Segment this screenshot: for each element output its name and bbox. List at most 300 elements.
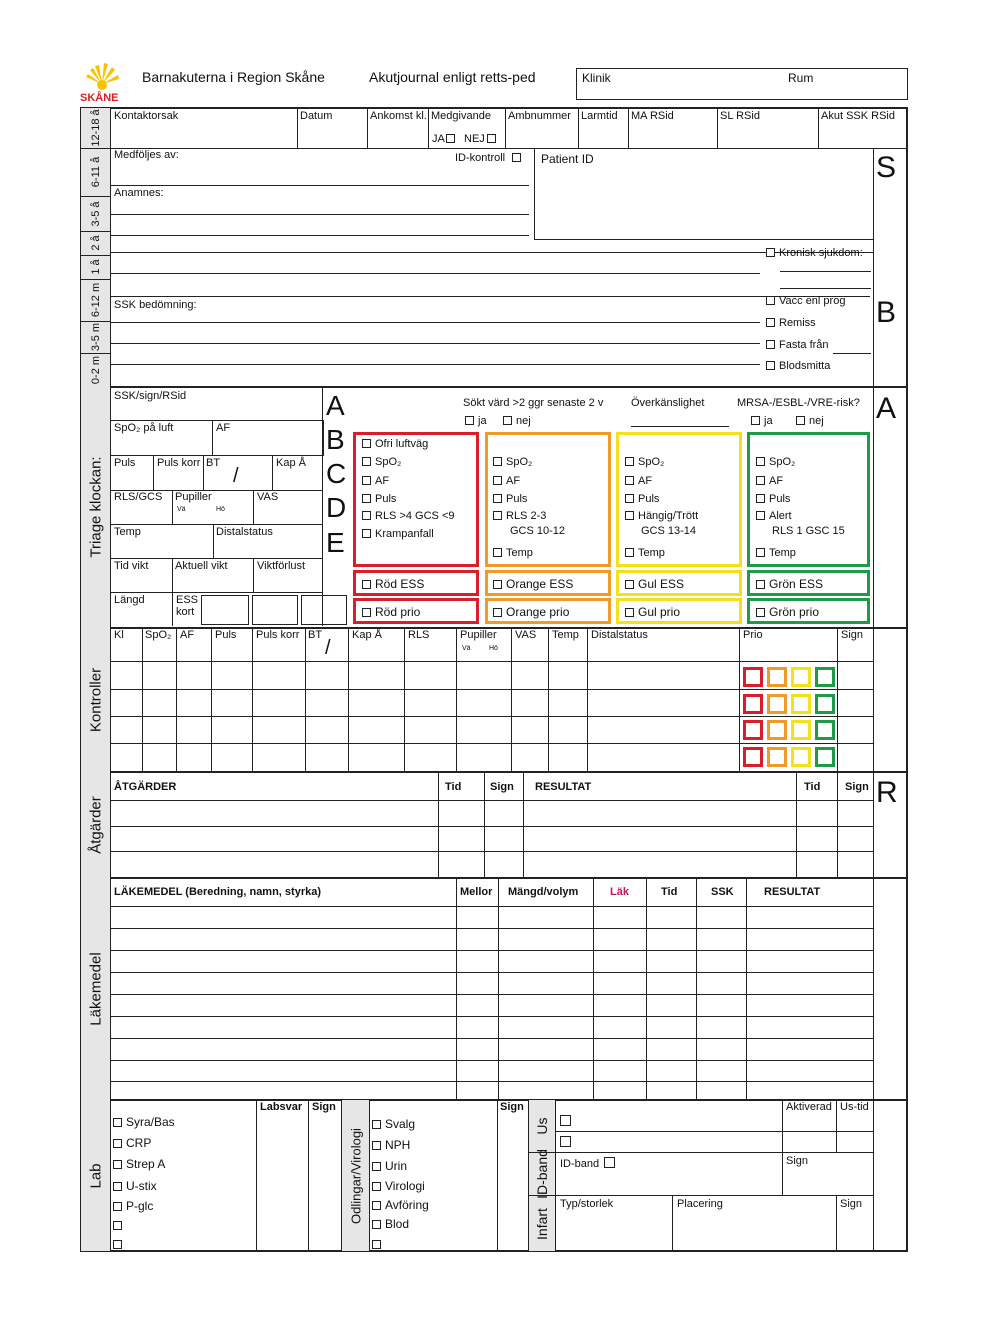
ess-kort-box-2[interactable] <box>252 595 298 625</box>
infart-sign-label: Sign <box>840 1198 863 1210</box>
green-checkbox[interactable] <box>756 511 765 520</box>
red-item[interactable] <box>362 439 428 450</box>
odlingar-item-label: Urin <box>385 1159 408 1173</box>
green-item-label: Temp <box>769 547 796 559</box>
odlingar-checkbox[interactable] <box>372 1201 381 1210</box>
green-prio-checkbox[interactable] <box>756 608 765 617</box>
kronisk-label: Kronisk sjukdom: <box>779 247 863 259</box>
lakemedel-col-tid: Tid <box>661 886 678 898</box>
sokt-vard-nej[interactable] <box>503 416 531 427</box>
fasta-label: Fasta från <box>779 339 829 351</box>
kontroller-col-vas: VAS <box>515 629 537 641</box>
nej-label: NEJ <box>464 133 485 145</box>
orange-item[interactable] <box>493 476 520 487</box>
medfoljes-label: Medföljes av: <box>114 149 179 161</box>
red-prio-label: Röd prio <box>375 605 421 619</box>
atgarder-section-label-cell <box>81 772 110 877</box>
red-checkbox[interactable] <box>362 529 371 538</box>
kontroller-section-label: Kontroller <box>87 667 104 732</box>
prio-red-square[interactable] <box>743 667 763 687</box>
prio-yellow-square[interactable] <box>791 667 811 687</box>
green-checkbox[interactable] <box>756 457 765 466</box>
red-item[interactable] <box>362 494 396 505</box>
orange-item[interactable] <box>493 457 532 468</box>
red-ess-checkbox[interactable] <box>362 580 371 589</box>
remiss-checkbox[interactable] <box>766 318 775 327</box>
lakemedel-section-label-cell <box>81 878 110 1099</box>
green-item-label: SpO₂ <box>769 456 796 468</box>
green-checkbox[interactable] <box>756 476 765 485</box>
id-band-section-label: ID-band <box>534 1149 550 1199</box>
orange-item[interactable] <box>493 548 533 559</box>
green-item[interactable] <box>756 511 792 522</box>
prio-yellow-square[interactable] <box>791 747 811 767</box>
kontroller-col-kap: Kap Å <box>352 629 382 641</box>
red-checkbox[interactable] <box>362 476 371 485</box>
letter-r: R <box>876 776 898 809</box>
pupiller-ho: Hö <box>216 506 225 513</box>
prio-red-square[interactable] <box>743 694 763 714</box>
lakemedel-section-label: Läkemedel <box>87 951 104 1026</box>
atgarder-col-tid: Tid <box>445 781 462 793</box>
id-band-field[interactable] <box>560 1157 619 1170</box>
red-item[interactable] <box>362 511 455 522</box>
typ-storlek-label: Typ/storlek <box>560 1198 614 1210</box>
orange-item-sub: GCS 10-12 <box>510 525 566 537</box>
red-checkbox[interactable] <box>362 494 371 503</box>
us-label: Us <box>534 1117 550 1135</box>
id-band-label-wrap <box>529 1149 555 1199</box>
abcde-a: A <box>326 390 345 421</box>
sokt-vard-label: Sökt värd >2 ggr senaste 2 v <box>463 397 604 409</box>
lab-checkbox[interactable] <box>113 1182 122 1191</box>
odlingar-item[interactable] <box>372 1238 385 1250</box>
letter-a: A <box>876 392 897 425</box>
mrsa-ja[interactable] <box>751 416 773 427</box>
vacc-enl-prog[interactable] <box>766 296 845 307</box>
green-item[interactable] <box>756 457 795 468</box>
odlingar-checkbox[interactable] <box>372 1182 381 1191</box>
orange-checkbox[interactable] <box>493 457 502 466</box>
lab-checkbox[interactable] <box>113 1139 122 1148</box>
odlingar-item-label: Blod <box>385 1217 410 1231</box>
prio-yellow-square[interactable] <box>791 720 811 740</box>
red-item[interactable] <box>362 457 401 468</box>
aktiverad-label: Aktiverad <box>786 1101 832 1113</box>
lab-item-label: P-glc <box>126 1199 154 1213</box>
yellow-item-label: AF <box>638 475 653 487</box>
lab-checkbox[interactable] <box>113 1160 122 1169</box>
vacc-checkbox[interactable] <box>766 296 775 305</box>
infart-label: Infart <box>534 1207 550 1240</box>
kontroller-col-prio: Prio <box>743 629 763 641</box>
pulskorr-label: Puls korr <box>157 457 201 469</box>
prio-orange-square[interactable] <box>767 667 787 687</box>
mrsa-ja-checkbox[interactable] <box>751 416 760 425</box>
us-tid-label: Us-tid <box>840 1101 869 1113</box>
kap-label: Kap Å <box>276 457 306 469</box>
abcde-b: B <box>326 424 345 455</box>
organization-name: Barnakuterna i Region Skåne <box>142 69 325 85</box>
orange-item-label: SpO₂ <box>506 456 533 468</box>
orange-checkbox[interactable] <box>493 511 502 520</box>
yellow-item[interactable] <box>625 457 664 468</box>
lakemedel-col-lak: Läk <box>610 886 629 898</box>
red-item[interactable] <box>362 476 389 487</box>
prio-squares-row[interactable] <box>743 667 835 687</box>
prio-green-square[interactable] <box>815 694 835 714</box>
lakemedel-col-namn: LÄKEMEDEL (Beredning, namn, styrka) <box>114 886 321 898</box>
abcde-d: D <box>326 492 347 523</box>
orange-ess[interactable] <box>493 578 573 590</box>
af-label: AF <box>216 422 231 434</box>
lab-item-label: Strep A <box>126 1157 166 1171</box>
infart-label-wrap <box>529 1196 555 1251</box>
age-band: 1 å <box>89 259 102 275</box>
aktuell-vikt-label: Aktuell vikt <box>175 560 228 572</box>
odlingar-item[interactable] <box>372 1118 415 1130</box>
yellow-checkbox[interactable] <box>625 494 634 503</box>
anamnes-label: Anamnes: <box>114 187 164 199</box>
red-item-label: Puls <box>375 493 397 505</box>
viktforlust-label: Viktförlust <box>257 560 306 572</box>
yellow-ess[interactable] <box>625 578 684 590</box>
odlingar-section-label: Odlingar/Virologi <box>348 1127 363 1224</box>
blodsmitta-label: Blodsmitta <box>779 360 831 372</box>
temp-label: Temp <box>114 526 141 538</box>
lakemedel-col-mellor: Mellor <box>460 886 493 898</box>
kontroller-col-temp: Temp <box>552 629 579 641</box>
lab-item-label: CRP <box>126 1136 152 1150</box>
medgivande-ja[interactable] <box>432 134 459 145</box>
mrsa-label: MRSA-/ESBL-/VRE-risk? <box>737 397 860 409</box>
odlingar-item[interactable] <box>372 1160 407 1172</box>
kontroller-col-rls: RLS <box>408 629 430 641</box>
prio-orange-square[interactable] <box>767 720 787 740</box>
green-item-sub: RLS 1 GSC 15 <box>772 525 845 537</box>
age-bands <box>81 108 110 386</box>
us-checkbox-2[interactable] <box>560 1136 575 1149</box>
prio-green-square[interactable] <box>815 667 835 687</box>
yellow-item-sub: GCS 13-14 <box>641 525 697 537</box>
green-prio-label: Grön prio <box>769 605 820 619</box>
nej-checkbox[interactable] <box>487 134 496 143</box>
remiss[interactable] <box>766 318 816 329</box>
prio-squares-row[interactable] <box>743 694 835 714</box>
ambnummer-label: Ambnummer <box>508 110 571 122</box>
bt-slash: / <box>233 465 239 487</box>
atgarder-col-sign: Sign <box>490 781 514 793</box>
odlingar-item[interactable] <box>372 1199 429 1211</box>
red-item-label: RLS >4 GCS <9 <box>375 510 455 522</box>
green-ess[interactable] <box>756 578 823 590</box>
id-band-label: ID-band <box>560 1158 600 1170</box>
odlingar-sign-label: Sign <box>500 1101 524 1113</box>
kronisk-sjukdom[interactable] <box>766 248 863 259</box>
age-band: 2 å <box>89 235 102 251</box>
sl-rsid-label: SL RSid <box>720 110 760 122</box>
larmtid-label: Larmtid <box>581 110 618 122</box>
odlingar-item[interactable] <box>372 1139 410 1151</box>
triage-section-label: Triage klockan: <box>87 456 104 558</box>
lab-section-label: Lab <box>87 1162 104 1189</box>
remiss-label: Remiss <box>779 317 816 329</box>
atgarder-col-atgarder: ÅTGÄRDER <box>114 781 177 793</box>
red-ess[interactable] <box>362 578 424 590</box>
yellow-item[interactable] <box>625 476 652 487</box>
pupiller-va: Vä <box>177 506 186 513</box>
odlingar-item-label: Avföring <box>385 1198 429 1212</box>
orange-prio[interactable] <box>493 606 569 618</box>
yellow-item[interactable] <box>625 494 659 505</box>
lab-labsvar-label: Labsvar <box>260 1101 303 1113</box>
lab-item[interactable] <box>113 1219 126 1231</box>
lab-checkbox[interactable] <box>113 1240 122 1249</box>
yellow-prio[interactable] <box>625 606 680 618</box>
lab-item[interactable] <box>113 1137 151 1149</box>
odlingar-item-label: Virologi <box>385 1179 425 1193</box>
kontroller-section-label-cell <box>81 628 110 771</box>
kontaktorsak-label: Kontaktorsak <box>114 110 179 122</box>
fasta-fran[interactable] <box>766 340 829 351</box>
age-band: 6-11 å <box>89 156 102 188</box>
id-band-checkbox[interactable] <box>604 1157 615 1168</box>
prio-orange-square[interactable] <box>767 694 787 714</box>
kronisk-checkbox[interactable] <box>766 248 775 257</box>
orange-item-label: Puls <box>506 493 528 505</box>
ankomst-label: Ankomst kl. <box>370 110 427 122</box>
yellow-item[interactable] <box>625 511 698 522</box>
form-title: Akutjournal enligt retts-ped <box>369 69 536 85</box>
lab-checkbox[interactable] <box>113 1202 122 1211</box>
orange-item-label: RLS 2-3 <box>506 510 547 522</box>
orange-checkbox[interactable] <box>493 494 502 503</box>
yellow-item-label: Puls <box>638 493 660 505</box>
odlingar-label-cell <box>342 1100 369 1251</box>
lab-item[interactable] <box>113 1158 165 1170</box>
odlingar-checkbox[interactable] <box>372 1220 381 1229</box>
kontroller-col-pupiller: Pupiller <box>460 629 497 641</box>
green-ess-label: Grön ESS <box>769 577 824 591</box>
odlingar-item-label: NPH <box>385 1138 411 1152</box>
datum-label: Datum <box>300 110 333 122</box>
id-band-sign-label: Sign <box>786 1155 809 1167</box>
mrsa-nej[interactable] <box>796 416 824 427</box>
atgarder-col-resultat: RESULTAT <box>535 781 592 793</box>
prio-green-square[interactable] <box>815 747 835 767</box>
orange-item-label: Temp <box>506 547 533 559</box>
lab-sign-label: Sign <box>312 1101 336 1113</box>
green-checkbox[interactable] <box>756 494 765 503</box>
ess-kort-box-1[interactable] <box>201 595 249 625</box>
red-checkbox[interactable] <box>362 511 371 520</box>
orange-ess-label: Orange ESS <box>506 577 574 591</box>
akut-ssk-rsid-label: Akut SSK RSid <box>821 110 895 122</box>
yellow-item-label: Temp <box>638 547 665 559</box>
id-kontroll-checkbox[interactable] <box>512 153 521 162</box>
blodsmitta-checkbox[interactable] <box>766 361 775 370</box>
blodsmitta[interactable] <box>766 361 830 372</box>
medgivande-nej[interactable] <box>464 134 500 145</box>
ja-label: ja <box>764 415 773 427</box>
ma-rsid-label: MA RSid <box>631 110 674 122</box>
region-skane-wordmark: SKÅNE <box>80 92 119 104</box>
yellow-item-label: SpO₂ <box>638 456 665 468</box>
letter-b: B <box>876 296 897 329</box>
us-label-wrap <box>529 1100 555 1152</box>
lab-item-label: U-stix <box>126 1179 157 1193</box>
ssk-sign-label: SSK/sign/RSid <box>114 390 187 402</box>
kontroller-col-pulskorr: Puls korr <box>256 629 300 641</box>
lab-item[interactable] <box>113 1238 126 1250</box>
orange-item[interactable] <box>493 494 527 505</box>
prio-red-square[interactable] <box>743 720 763 740</box>
kontroller-col-distalstatus: Distalstatus <box>591 629 648 641</box>
atgarder-col-tid2: Tid <box>804 781 821 793</box>
yellow-ess-label: Gul ESS <box>638 577 685 591</box>
kontroller-col-kl: Kl <box>114 629 124 641</box>
ja-checkbox[interactable] <box>446 134 455 143</box>
ssk-bedomning-label: SSK bedömning: <box>114 299 197 311</box>
orange-checkbox[interactable] <box>493 476 502 485</box>
kontroller-col-spo2: SpO₂ <box>145 629 172 641</box>
odlingar-item[interactable] <box>372 1218 409 1230</box>
sokt-vard-ja[interactable] <box>465 416 487 427</box>
lab-item[interactable] <box>113 1180 157 1192</box>
yellow-prio-label: Gul prio <box>638 605 681 619</box>
mrsa-nej-checkbox[interactable] <box>796 416 805 425</box>
spo2-luft-label: SpO₂ på luft <box>114 422 174 434</box>
lab-checkbox[interactable] <box>113 1118 122 1127</box>
ess-kort-label: ESS <box>176 594 199 606</box>
lakemedel-col-resultat: RESULTAT <box>764 886 821 898</box>
nej-label: nej <box>516 415 531 427</box>
red-item-label: SpO₂ <box>375 456 402 468</box>
orange-item[interactable] <box>493 511 546 522</box>
odlingar-checkbox[interactable] <box>372 1240 381 1249</box>
green-item-label: AF <box>769 475 784 487</box>
red-prio[interactable] <box>362 606 420 618</box>
green-prio[interactable] <box>756 606 819 618</box>
yellow-ess-checkbox[interactable] <box>625 580 634 589</box>
prio-red-square[interactable] <box>743 747 763 767</box>
yellow-prio-checkbox[interactable] <box>625 608 634 617</box>
red-ess-label: Röd ESS <box>375 577 425 591</box>
klinik-rum-box[interactable] <box>576 68 908 100</box>
kontroller-pupiller-va: Vä <box>462 645 471 652</box>
orange-item-label: AF <box>506 475 521 487</box>
triage-section-label-cell <box>81 387 110 627</box>
lab-item[interactable] <box>113 1116 175 1128</box>
yellow-item[interactable] <box>625 548 665 559</box>
orange-prio-checkbox[interactable] <box>493 608 502 617</box>
odlingar-checkbox[interactable] <box>372 1120 381 1129</box>
green-ess-checkbox[interactable] <box>756 580 765 589</box>
ess-kort-box-3[interactable] <box>301 595 347 625</box>
orange-prio-label: Orange prio <box>506 605 570 619</box>
ja-label: JA <box>432 133 445 145</box>
langd-label: Längd <box>114 594 145 606</box>
red-checkbox[interactable] <box>362 439 371 448</box>
prio-green-square[interactable] <box>815 720 835 740</box>
green-item[interactable] <box>756 494 790 505</box>
lab-section-label-cell <box>81 1100 110 1251</box>
atgarder-section-label: Åtgärder <box>87 795 104 854</box>
age-band: 3-5 å <box>89 200 102 227</box>
id-kontroll[interactable] <box>455 153 525 164</box>
red-item-label: Krampanfall <box>375 528 434 540</box>
rum-label: Rum <box>788 71 814 85</box>
age-band: 0-2 m <box>89 355 102 384</box>
prio-orange-square[interactable] <box>767 747 787 767</box>
placering-label: Placering <box>677 1198 723 1210</box>
prio-yellow-square[interactable] <box>791 694 811 714</box>
sokt-vard-nej-checkbox[interactable] <box>503 416 512 425</box>
lakemedel-col-ssk: SSK <box>711 886 734 898</box>
prio-squares-row[interactable] <box>743 747 835 767</box>
kontroller-col-sign: Sign <box>841 629 864 641</box>
yellow-checkbox[interactable] <box>625 511 634 520</box>
red-prio-checkbox[interactable] <box>362 608 371 617</box>
yellow-item-label: Hängig/Trött <box>638 510 699 522</box>
age-band: 3-5 m <box>89 322 102 352</box>
nej-label: nej <box>809 415 824 427</box>
sokt-vard-ja-checkbox[interactable] <box>465 416 474 425</box>
bt-label: BT <box>206 457 221 469</box>
ja-label: ja <box>478 415 487 427</box>
green-checkbox[interactable] <box>756 548 765 557</box>
vas-label: VAS <box>257 491 279 503</box>
kontroller-col-bt: BT <box>308 629 323 641</box>
lab-item-label: Syra/Bas <box>126 1115 175 1129</box>
odlingar-item[interactable] <box>372 1180 425 1192</box>
patient-id-label: Patient ID <box>541 152 594 166</box>
id-kontroll-label: ID-kontroll <box>455 152 506 164</box>
green-item[interactable] <box>756 548 796 559</box>
rls-gcs-label: RLS/GCS <box>114 491 163 503</box>
red-item-label: AF <box>375 475 390 487</box>
us-checkbox[interactable] <box>560 1115 571 1126</box>
us-checkbox-1[interactable] <box>560 1115 575 1128</box>
lab-checkbox[interactable] <box>113 1221 122 1230</box>
yellow-checkbox[interactable] <box>625 457 634 466</box>
prio-squares-row[interactable] <box>743 720 835 740</box>
tid-vikt-label: Tid vikt <box>114 560 149 572</box>
age-band: 6-12 m <box>89 282 102 318</box>
medgivande-label: Medgivande <box>431 110 491 122</box>
overkanslighet-label: Överkänslighet <box>631 397 705 409</box>
us-checkbox[interactable] <box>560 1136 571 1147</box>
vacc-label: Vacc enl prog <box>779 295 846 307</box>
orange-checkbox[interactable] <box>493 548 502 557</box>
fasta-checkbox[interactable] <box>766 340 775 349</box>
orange-ess-checkbox[interactable] <box>493 580 502 589</box>
yellow-checkbox[interactable] <box>625 548 634 557</box>
odlingar-checkbox[interactable] <box>372 1141 381 1150</box>
red-item[interactable] <box>362 529 434 540</box>
red-item-label: Ofri luftväg <box>375 438 429 450</box>
green-item-label: Alert <box>769 510 792 522</box>
lab-item[interactable] <box>113 1200 153 1212</box>
klinik-label: Klinik <box>582 71 611 85</box>
yellow-checkbox[interactable] <box>625 476 634 485</box>
pupiller-label: Pupiller <box>175 491 212 503</box>
red-checkbox[interactable] <box>362 457 371 466</box>
kontroller-col-af: AF <box>180 629 195 641</box>
distalstatus-label: Distalstatus <box>216 526 273 538</box>
odlingar-checkbox[interactable] <box>372 1162 381 1171</box>
green-item[interactable] <box>756 476 783 487</box>
